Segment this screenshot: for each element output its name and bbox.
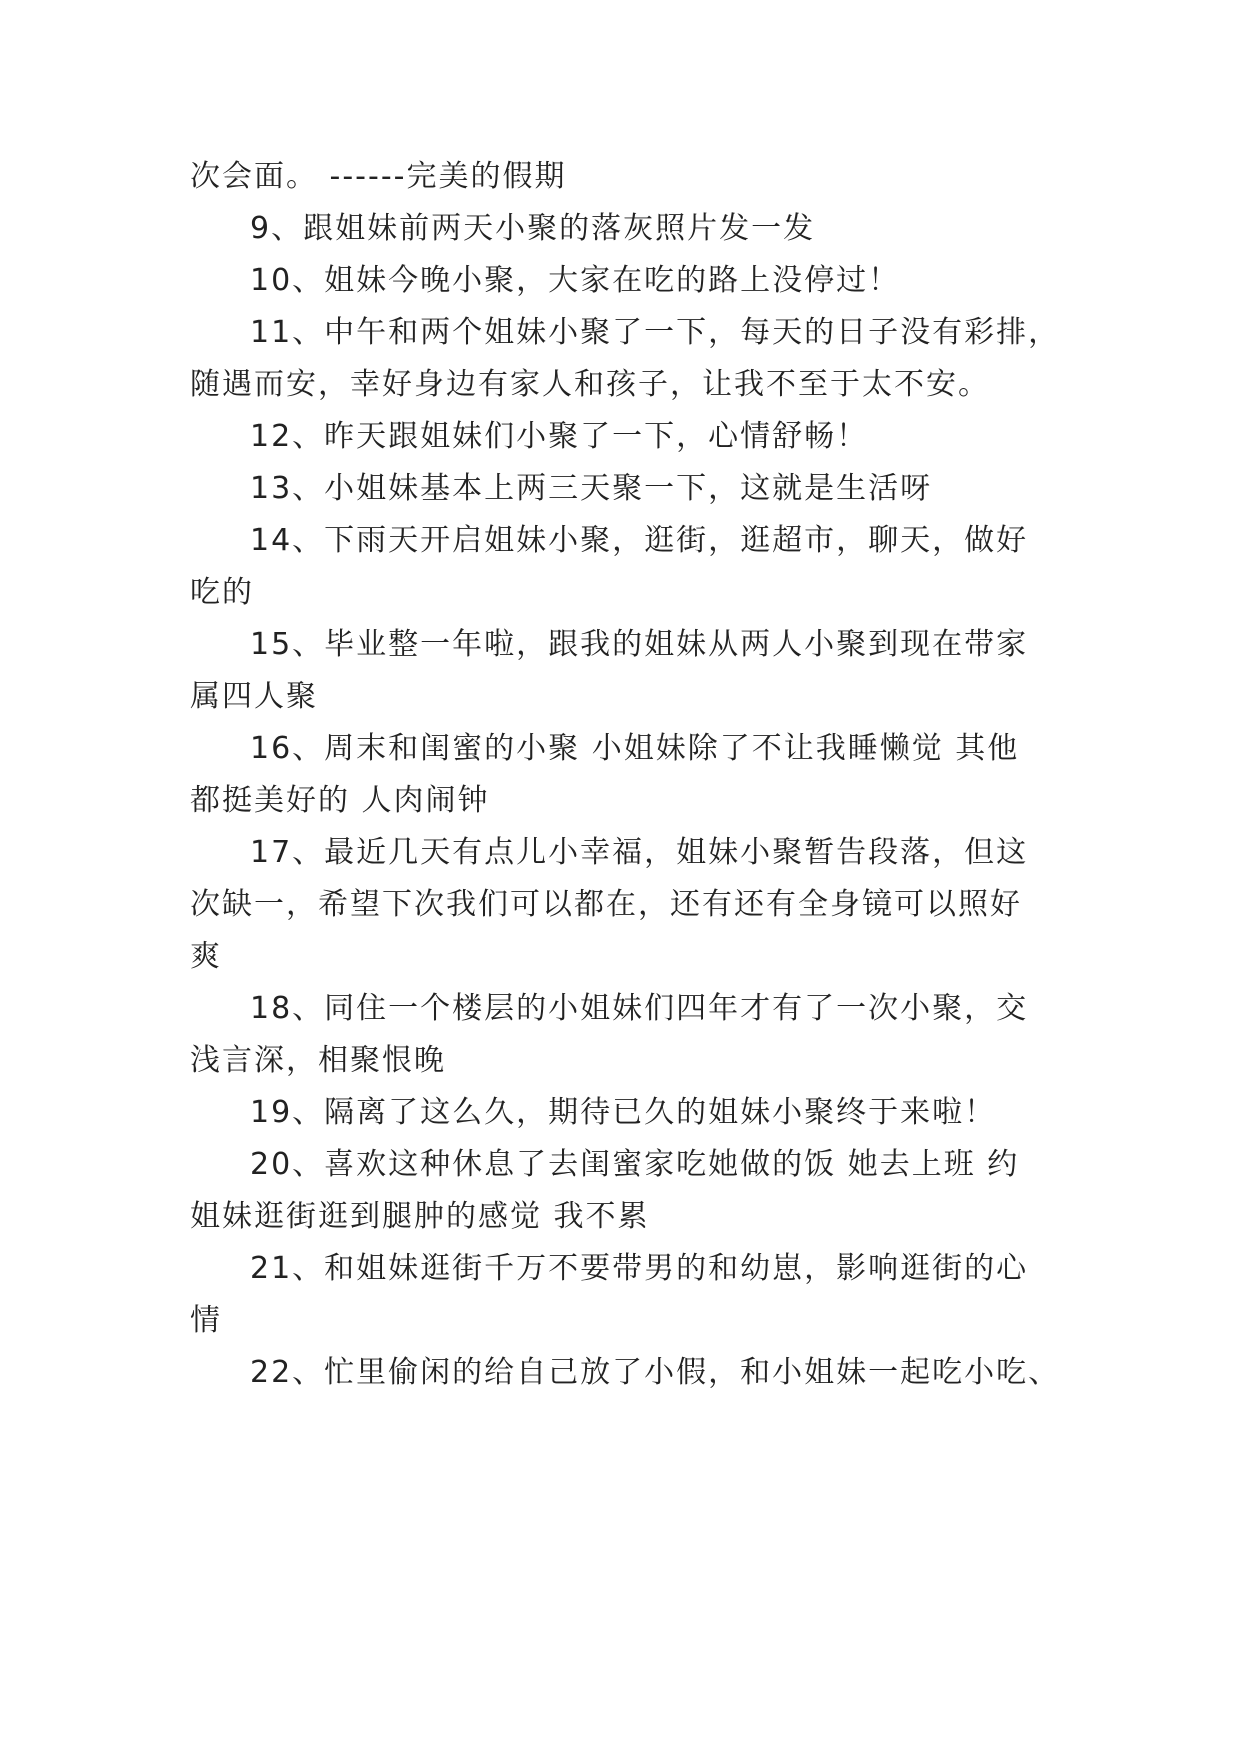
text-line-9: 吃的 [190,575,254,610]
text-line-5: 随遇而安，幸好身边有家人和孩子，让我不至于太不安。 [190,367,990,402]
text-line-13: 都挺美好的 人肉闹钟 [190,783,490,818]
text-line-7: 13、小姐妹基本上两三天聚一下，这就是生活呀 [250,471,933,506]
text-line-4: 11、中午和两个姐妹小聚了一下，每天的日子没有彩排， [250,315,1061,350]
text-line-15: 次缺一，希望下次我们可以都在，还有还有全身镜可以照好 [190,887,1022,922]
text-line-21: 姐妹逛街逛到腿肿的感觉 我不累 [190,1199,650,1234]
text-line-14: 17、最近几天有点儿小幸福，姐妹小聚暂告段落，但这 [250,835,1029,870]
text-line-3: 10、姐妹今晚小聚，大家在吃的路上没停过！ [250,263,901,298]
text-line-20: 20、喜欢这种休息了去闺蜜家吃她做的饭 她去上班 约 [250,1147,1020,1182]
text-line-17: 18、同住一个楼层的小姐妹们四年才有了一次小聚，交 [250,991,1029,1026]
text-line-6: 12、昨天跟姐妹们小聚了一下，心情舒畅！ [250,419,869,454]
text-line-2: 9、跟姐妹前两天小聚的落灰照片发一发 [250,211,816,246]
text-line-1: 次会面。 ------完美的假期 [190,159,567,194]
text-line-16: 爽 [190,939,222,974]
text-line-19: 19、隔离了这么久，期待已久的姐妹小聚终于来啦！ [250,1095,997,1130]
text-line-12: 16、周末和闺蜜的小聚 小姐妹除了不让我睡懒觉 其他 [250,731,1020,766]
text-line-11: 属四人聚 [190,679,318,714]
text-line-24: 22、忙里偷闲的给自己放了小假，和小姐妹一起吃小吃、 [250,1355,1061,1390]
text-line-22: 21、和姐妹逛街千万不要带男的和幼崽，影响逛街的心 [250,1251,1029,1286]
text-line-10: 15、毕业整一年啦，跟我的姐妹从两人小聚到现在带家 [250,627,1029,662]
text-line-8: 14、下雨天开启姐妹小聚，逛街，逛超市，聊天，做好 [250,523,1029,558]
text-line-18: 浅言深，相聚恨晚 [190,1043,446,1078]
text-line-23: 情 [190,1303,222,1338]
